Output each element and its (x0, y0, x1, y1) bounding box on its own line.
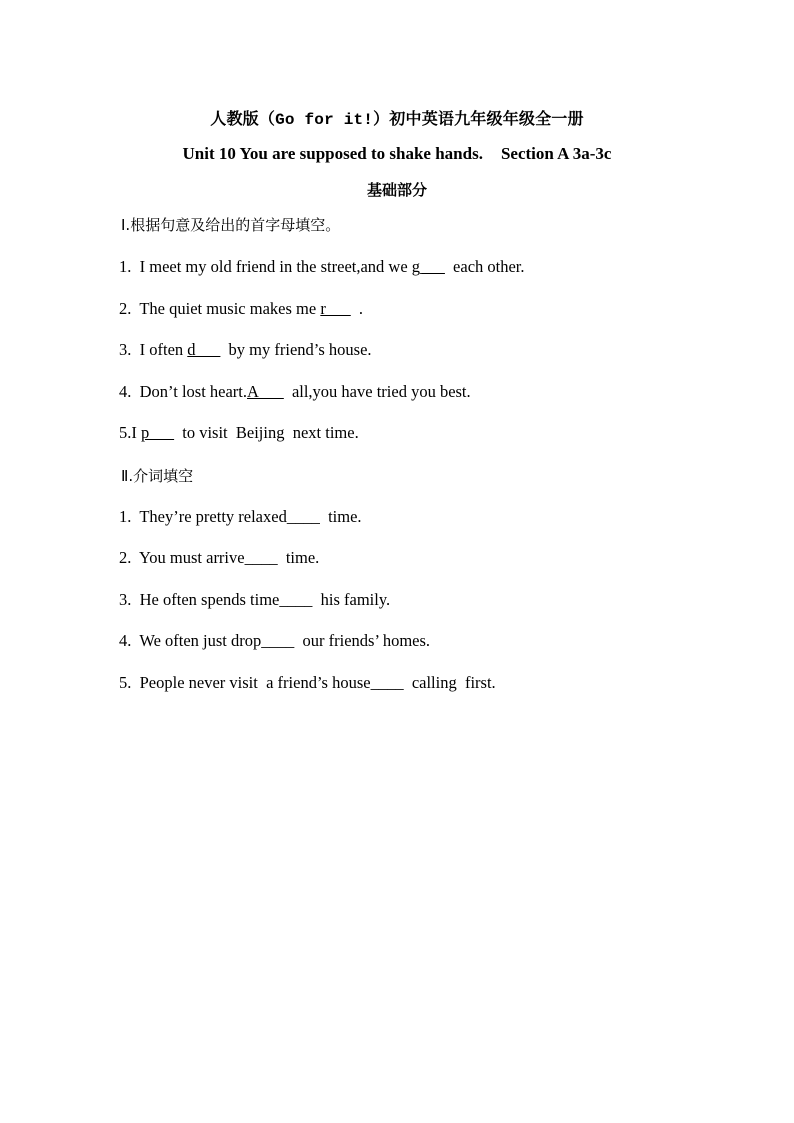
answer-blank: d___ (187, 340, 221, 359)
part2-question-5: 5. People never visit a friend’s house____ calling first. (119, 673, 496, 692)
part1-question-4: 4. Don’t lost heart.A___ all,you have tried you best. (119, 382, 471, 401)
answer-blank: r___ (320, 299, 351, 318)
title-series: Go for it! (275, 111, 374, 129)
title-prefix: 人教版（ (210, 109, 276, 128)
part1-question-2: 2. The quiet music makes me r___ . (119, 299, 363, 318)
part2-question-2: 2. You must arrive____ time. (119, 548, 320, 567)
answer-blank: p___ (141, 423, 174, 442)
part2-heading: Ⅱ.介词填空 (121, 467, 194, 485)
document-title (0, 106, 794, 129)
part1-question-1: 1. I meet my old friend in the street,and we g___ each other. (119, 257, 525, 276)
part2-question-4: 4. We often just drop____ our friends’ homes. (119, 631, 431, 650)
part1-question-5: 5.I p___ to visit Beijing next time. (119, 423, 359, 442)
answer-blank: A___ (247, 382, 284, 401)
part-subtitle: 基础部分 (366, 181, 427, 199)
section-name: Section A 3a-3c (500, 144, 612, 163)
unit-title (0, 144, 794, 164)
answer-blank: g___ (411, 257, 445, 276)
title-suffix: ）初中英语九年级年级全一册 (373, 109, 584, 128)
part2-question-1: 1. They’re pretty relaxed____ time. (119, 507, 362, 526)
part2-question-3: 3. He often spends time____ his family. (119, 590, 391, 609)
part1-heading: Ⅰ.根据句意及给出的首字母填空。 (121, 216, 341, 234)
part1-question-3: 3. I often d___ by my friend’s house. (119, 340, 372, 359)
unit-name: Unit 10 You are supposed to shake hands. (182, 144, 483, 163)
